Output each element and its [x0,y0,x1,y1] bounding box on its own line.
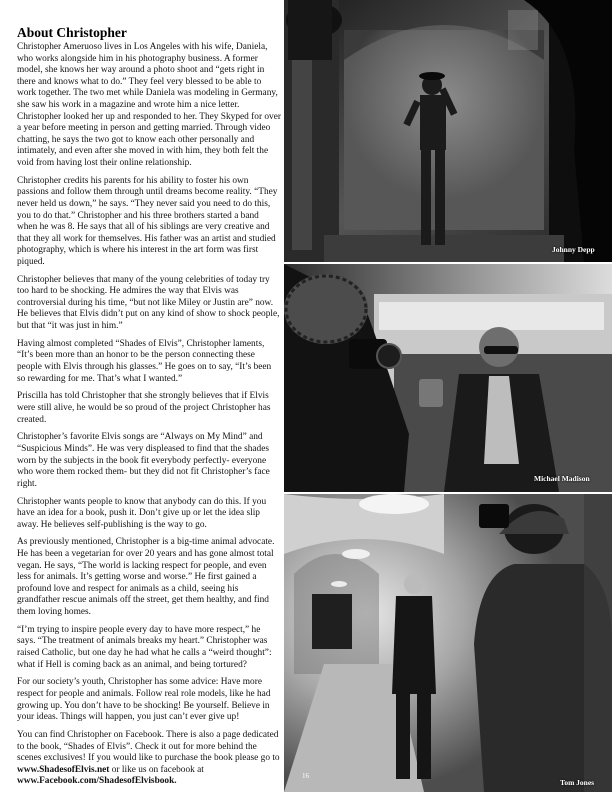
paragraph-1: Christopher Ameruoso lives in Los Angeles with his wife, Daniela, who works alongside him in his photography business. A former model, she knows her way around a photo shoot and “gets right in there and knows what to do.” They feel very blessed to be able to work together. The two met while Daniela was modeling in Germany, she saw his work in a magazine and wrote him a nice letter. Christopher looked her up and responded to her. They Skyped for over a year before meeting in person and getting married. Through video chatting, he says the two got to know each other personally and intimately, and even after she moved in with him, they both felt the void from having lost their online relationship. [17,42,281,168]
paragraph-10: For our society’s youth, Christopher has some advice: Have more respect for people and animals. Follow real role models, like he had growing up. You don’t have to be shocking! Be yourself. Believe in your ideas. Things will happen, you just can’t ever give up! [17,677,271,723]
facebook-link[interactable]: www.Facebook.com/ShadesofElvisbook. [17,776,177,787]
paragraph-8: As previously mentioned, Christopher is a big-time animal advocate. He has been a vegetarian for over 20 years and has gone almost total vegan. He says, “The world is lacking respect for people, and even less for animals. It’s getting worse and worse.” He first gained a profound love and respect for animals as a child, seeing his grandfather rescue animals off the street, get them healthy, and find them loving homes. [17,537,275,618]
caption-johnny-depp: Johnny Depp [552,245,595,254]
caption-michael-madison: Michael Madison [534,474,590,483]
paragraph-11-text-b: or like us on facebook at [109,764,204,775]
paragraph-6: Christopher’s favorite Elvis songs are “Always on My Mind” and “Suspicious Minds”. He was very displeased to find that the shades worn by the subjects in the book fit everybody perfectly- everyone who wore them rocked them- but they did not fit Christopher’s face right. [17,432,270,489]
photo-michael-madison [284,264,612,492]
paragraph-3: Christopher believes that many of the young celebrities of today try too hard to be shocking. He admires the way that Elvis was controversial during his time, “but not like Miley or Justin are” now. He believes that Elvis didn’t put on any kind of show to shock people, but that “it was just in him.” [17,274,280,332]
article-heading: About Christopher [17,25,127,40]
paragraph-2: Christopher credits his parents for his ability to foster his own passions and follow them through until dreams become reality. “They never held us down,” he says. “They never said you need to do this, you to do that.” Christopher and his three brothers started a band when he was 8. He says that all of his siblings are very creative and that they all work for themselves. His father was an artist and studied photography, which is where his interest in the art form was first piqued. [17,175,278,267]
photo-johnny-depp [284,0,612,262]
article-column [17,25,281,788]
photo-tom-jones [284,494,612,792]
paragraph-9: “I’m trying to inspire people every day to have more respect,” he says. “The treatment of animals breaks my heart.” Christopher was raised Catholic, but one day he had what he calls a “weird thought”: what if Hell is coming back as an animal, and being tortured? [17,624,272,670]
paragraph-4: Having almost completed “Shades of Elvis”, Christopher laments, “It’s been more than an honor to be the person connecting these people with Elvis through his glasses.” He goes on to say, “It’s been so rewarding for me. That’s what I wanted.” [17,338,272,384]
website-link[interactable]: www.ShadesofElvis.net [17,764,110,775]
paragraph-11 [17,730,281,788]
page-number: 16 [302,772,309,780]
paragraph-7: Christopher wants people to know that anybody can do this. If you have an idea for a book, push it. Don’t give up or let the idea slip away. He believes self-publishing is the way to go. [17,496,267,530]
paragraph-5: Priscilla has told Christopher that she strongly believes that if Elvis were still alive, he would be so proud of the project Christopher has created. [17,391,271,425]
caption-tom-jones: Tom Jones [560,778,595,787]
paragraph-11-text-a: You can find Christopher on Facebook. There is also a page dedicated to the book, “Shades of Elvis”. Check it out for more behind the scenes exclusives! If you would like to purchase the book please go to [17,729,280,764]
